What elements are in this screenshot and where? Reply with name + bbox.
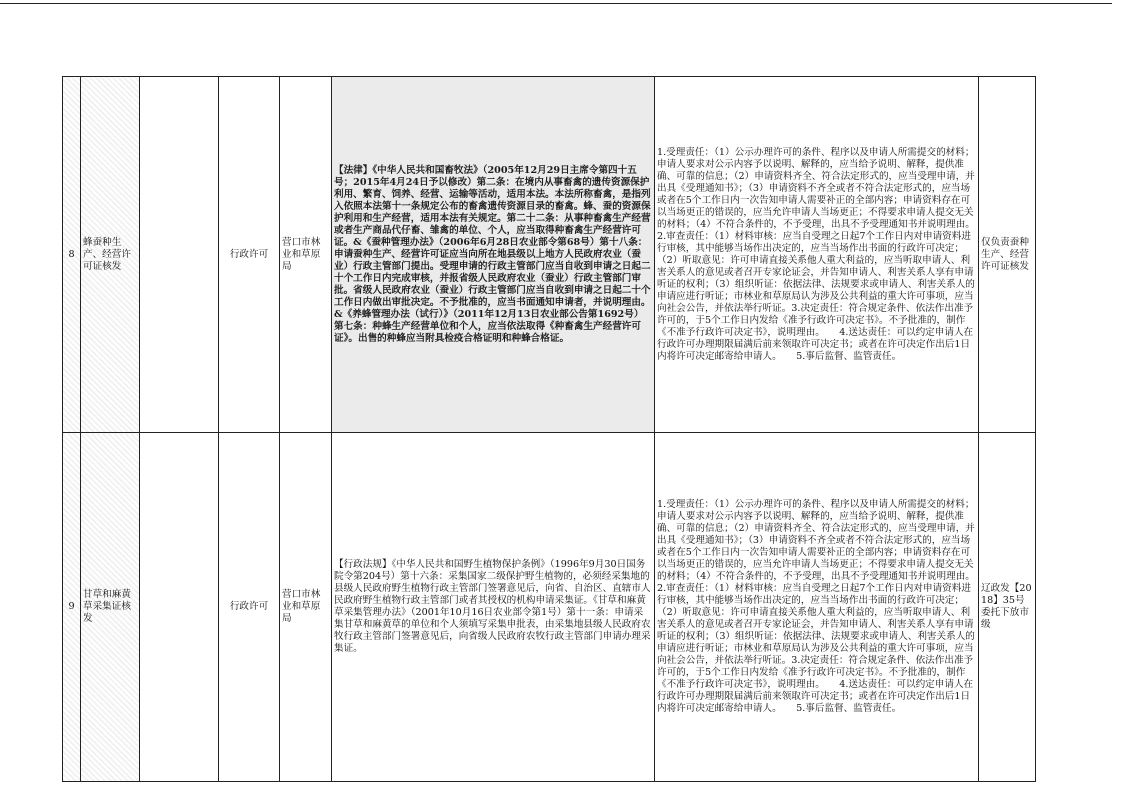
row-number: 8 — [63, 77, 81, 433]
implementing-department: 营口市林业和草原局 — [280, 77, 332, 433]
empty-cell — [140, 433, 219, 782]
table-row — [63, 433, 1036, 782]
responsibility-items: 1.受理责任：（1）公示办理许可的条件、程序以及申请人所需提交的材料；申请人要求对公示内容予以说明、解释的，应当给予说明、解释，提供准确、可靠的信息；（2）申请资料齐全、符合法定形式的，应当受理申请，并出具《受理通知书》；（3）申请资料不齐全或者不符合法定形式的，应当场或者在5个工作日内一次告知申请人需要补正的全部内容；申请资料存在可以当场更正的错误的，应当允许申请人当场更正；不得要求申请人提交无关的材料；（4）不符合条件的，不予受理，出具不予受理通知书并说明理由。 2.审查责任：（1）材料审核：应当自受理之日起7个工作日内对申请资料进行审核，其中能够当场作出决定的，应当当场作出书面的行政许可决定；（2）听取意见：许可申请直接关系他人重大利益的，应当听取申请人、利害关系人的意见或者召开专家论证会，并告知申请人、利害关系人享有申请听证的权利；（3）组织听证：依据法律、法规要求或申请人、利害关系人的申请应进行听证；市林业和草原局认为涉及公共利益的重大许可事项，应当向社会公告，并依法举行听证。3.决定责任：符合规定条件、依法作出准予许可的，于5个工作日内发给《准予行政许可决定书》。不予批准的，制作《不准予行政许可决定书》，说明理由。 4.送达责任：可以约定申请人在行政许可办理期限届满后前来领取许可决定书；或者在许可决定作出后1日内将许可决定邮寄给申请人。 5.事后监督、监管责任。 — [655, 77, 979, 433]
item-name: 甘草和麻黄草采集证核发 — [81, 433, 140, 782]
responsibility-items: 1.受理责任：（1）公示办理许可的条件、程序以及申请人所需提交的材料；申请人要求对公示内容予以说明、解释的，应当给予说明、解释，提供准确、可靠的信息；（2）申请资料齐全、符合法定形式的，应当受理申请，并出具《受理通知书》；（3）申请资料不齐全或者不符合法定形式的，应当场或者在5个工作日内一次告知申请人需要补正的全部内容；申请资料存在可以当场更正的错误的，应当允许申请人当场更正；不得要求申请人提交无关的材料；（4）不符合条件的，不予受理，出具不予受理通知书并说明理由。 2.审查责任：（1）材料审核：应当自受理之日起7个工作日内对申请资料进行审核，其中能够当场作出决定的，应当当场作出书面的行政许可决定；（2）听取意见：许可申请直接关系他人重大利益的，应当听取申请人、利害关系人的意见或者召开专家论证会，并告知申请人、利害关系人享有申请听证的权利；（3）组织听证：依据法律、法规要求或申请人、利害关系人的申请应进行听证；市林业和草原局认为涉及公共利益的重大许可事项，应当向社会公告，并依法举行听证。3.决定责任：符合规定条件、依法作出准予许可的，于5个工作日内发给《准予行政许可决定书》。不予批准的，制作《不准予行政许可决定书》，说明理由。 4.送达责任：可以约定申请人在行政许可办理期限届满后前来领取许可决定书；或者在许可决定作出后1日内将许可决定邮寄给申请人。 5.事后监督、监管责任。 — [655, 433, 979, 782]
top-rule — [0, 3, 1112, 4]
implementing-department: 营口市林业和草原局 — [280, 433, 332, 782]
item-type: 行政许可 — [219, 433, 280, 782]
legal-basis: 【法律】《中华人民共和国畜牧法》（2005年12月29日主席令第四十五号；2015年4月24日予以修改）第二条：在境内从事畜禽的遗传资源保护利用、繁育、饲养、经营、运输等活动，适用本法。本法所称畜禽，是指列入依照本法第十一条规定公布的畜禽遗传资源目录的畜禽。蜂、蚕的资源保护利用和生产经营，适用本法有关规定。第二十二条：从事种畜禽生产经营或者生产商品代仔畜、雏禽的单位、个人，应当取得种畜禽生产经营许可证。&《蚕种管理办法》（2006年6月28日农业部令第68号）第十八条：申请蚕种生产、经营许可证应当向所在地县级以上地方人民政府农业（蚕业）行政主管部门提出。受理申请的行政主管部门应当自收到申请之日起二十个工作日内完成审核，并报省级人民政府农业（蚕业）行政主管部门审批。省级人民政府农业（蚕业）行政主管部门应当自收到申请之日起二十个工作日内做出审批决定。不予批准的，应当书面通知申请者，并说明理由。&《养蜂管理办法（试行）》（2011年12月13日农业部公告第1692号）第七条：种蜂生产经营单位和个人，应当依法取得《种畜禽生产经营许可证》。出售的种蜂应当附具检疫合格证明和种蜂合格证。 — [332, 77, 655, 433]
item-type: 行政许可 — [219, 77, 280, 433]
table-row — [63, 77, 1036, 433]
row-number: 9 — [63, 433, 81, 782]
remarks: 辽政发【2018】35号委托下放市级 — [979, 433, 1036, 782]
item-name: 蜂蚕种生产、经营许可证核发 — [81, 77, 140, 433]
legal-basis: 【行政法规】《中华人民共和国野生植物保护条例》（1996年9月30日国务院令第204号）第十六条：采集国家二级保护野生植物的，必须经采集地的县级人民政府野生植物行政主管部门签署意见后，向省、自治区、直辖市人民政府野生植物行政主管部门或者其授权的机构申请采集证。《甘草和麻黄草采集管理办法》（2001年10月16日农业部令第1号）第十一条：申请采集甘草和麻黄草的单位和个人须填写采集申批表，由采集地县级人民政府农牧行政主管部门签署意见后，向省级人民政府农牧行政主管部门申请办理采集证。 — [332, 433, 655, 782]
remarks: 仅负责蚕种生产、经营许可证核发 — [979, 77, 1036, 433]
permission-table — [62, 76, 1036, 782]
empty-cell — [140, 77, 219, 433]
